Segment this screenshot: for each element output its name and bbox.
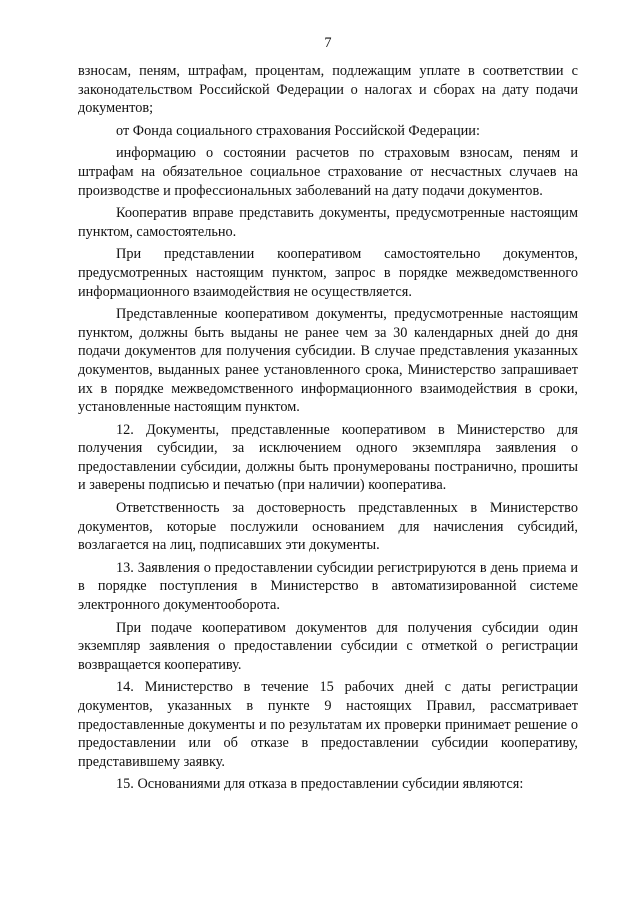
- paragraph-5: При представлении кооперативом самостоятельно документов, предусмотренных настоящим пунктом, запрос в порядке межведомственного информационного взаимодействия не осуществляется.: [78, 246, 578, 300]
- paragraph-4: Кооператив вправе представить документы, предусмотренные настоящим пунктом, самостоятельно.: [78, 205, 578, 240]
- paragraph-6: Представленные кооперативом документы, предусмотренные настоящим пунктом, должны быть выданы не ранее чем за 30 календарных дней до дня подачи документов для получения субсидии. В случае представления указанных документов, выданных ранее установленного срока, Министерство запрашивает их в порядке межведомственного информационного взаимодействия в сроки, установленные настоящим пунктом.: [78, 306, 578, 416]
- paragraph-10: При подаче кооперативом документов для получения субсидии один экземпляр заявления о предоставлении субсидии с отметкой о регистрации возвращается кооперативу.: [78, 619, 578, 673]
- page-number: 7: [324, 35, 332, 51]
- paragraph-9: 13. Заявления о предоставлении субсидии регистрируются в день приема и в порядке поступления в Министерство в автоматизированной системе электронного документооборота.: [78, 559, 578, 614]
- paragraph-12: 15. Основаниями для отказа в предоставлении субсидии являются:: [116, 776, 524, 793]
- paragraph-1: взносам, пеням, штрафам, процентам, подлежащим уплате в соответствии с законодательством Российской Федерации о налогах и сборах на дату подачи документов;: [78, 63, 578, 117]
- paragraph-3: информацию о состоянии расчетов по страховым взносам, пеням и штрафам на обязательное социальное страхование от несчастных случаев на производстве и профессиональных заболеваний на дату подачи документов.: [78, 145, 578, 199]
- paragraph-11: 14. Министерство в течение 15 рабочих дней с даты регистрации документов, указанных в пункте 9 настоящих Правил, рассматривает предоставленные документы и по результатам их проверки принимает решение о предоставлении или об отказе в предоставлении субсидии кооперативу, представившему заявку.: [78, 679, 578, 770]
- paragraph-8: Ответственность за достоверность представленных в Министерство документов, которые послужили основанием для начисления субсидий, возлагается на лиц, подписавших эти документы.: [78, 500, 578, 554]
- paragraph-2: от Фонда социального страхования Российской Федерации:: [116, 122, 480, 139]
- paragraph-7: 12. Документы, представленные кооперативом в Министерство для получения субсидии, за исключением одного экземпляра заявления о предоставлении субсидии, должны быть пронумерованы постранично, прошиты и заверены подписью и печатью (при наличии) кооператива.: [78, 421, 578, 494]
